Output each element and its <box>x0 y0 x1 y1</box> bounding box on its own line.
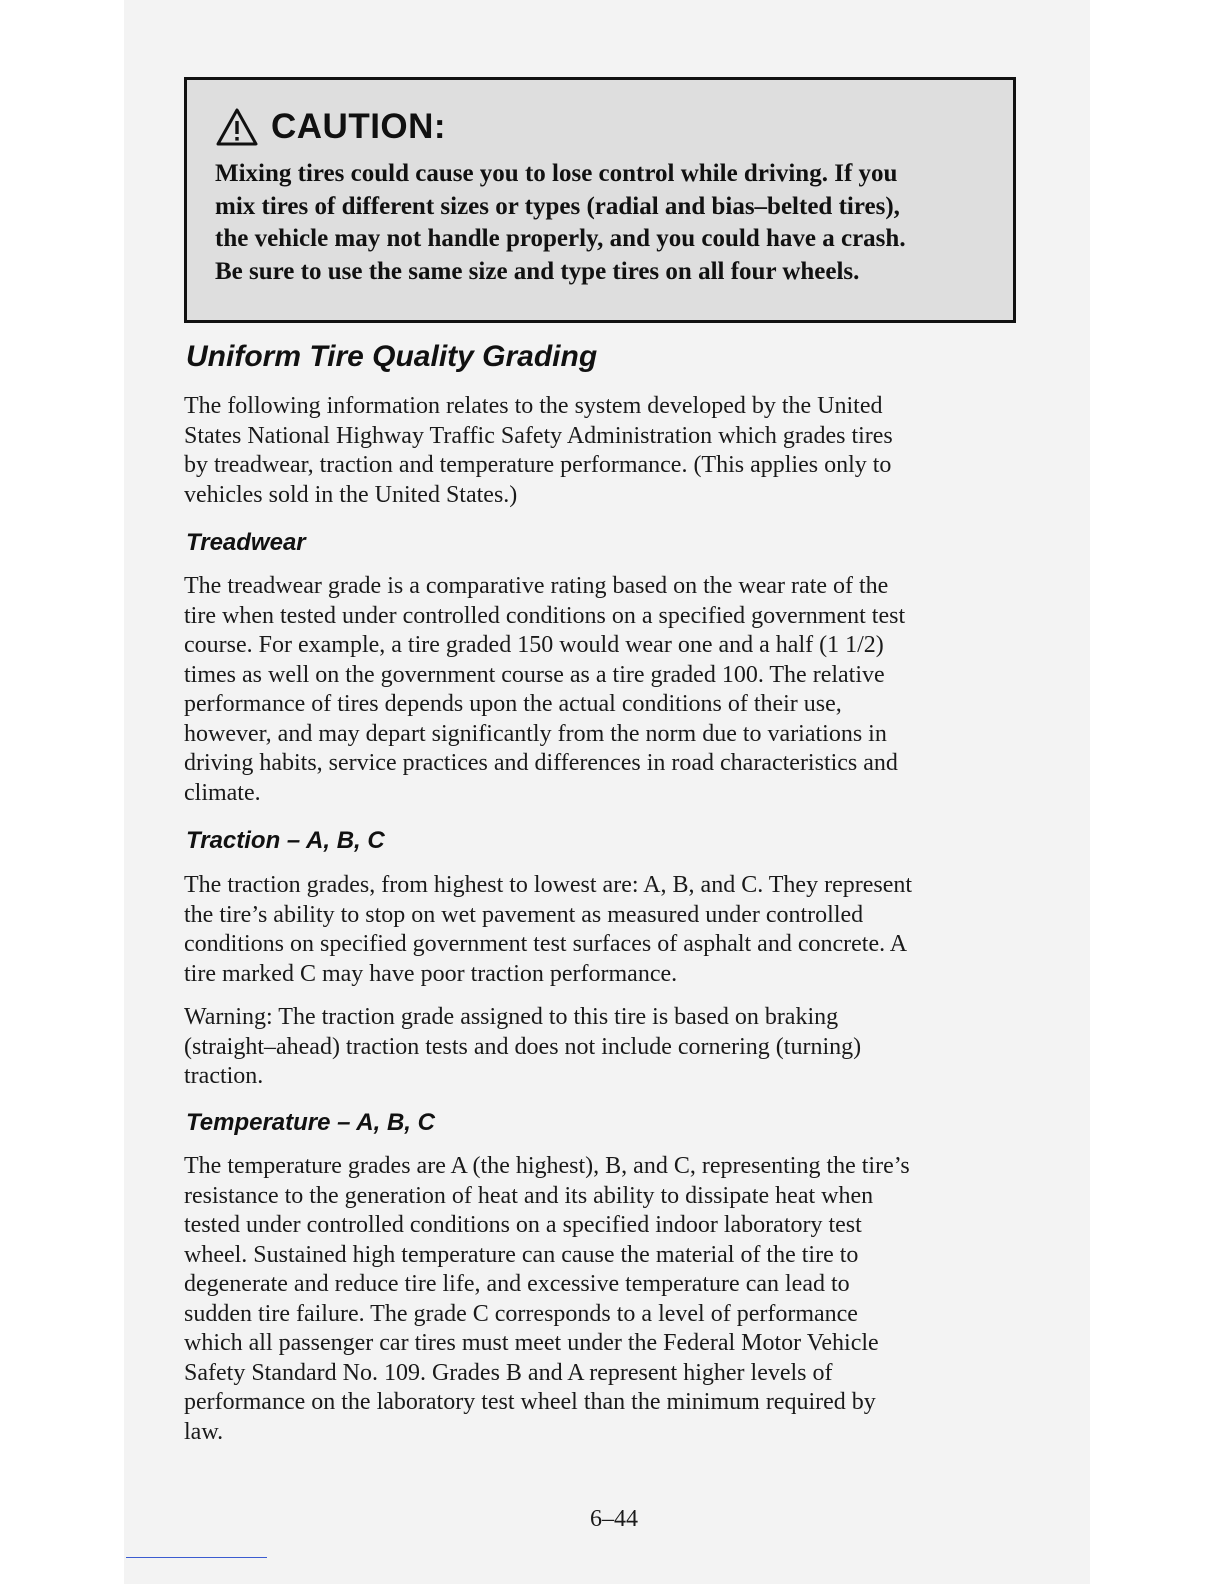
traction-warning-paragraph <box>184 1003 861 1092</box>
text-line: tire marked C may have poor traction performance. <box>184 960 678 987</box>
text-line: performance of tires depends upon the actual conditions of their use, <box>184 691 842 717</box>
text-line: degenerate and reduce tire life, and excessive temperature can lead to <box>184 1271 850 1297</box>
text-line: sudden tire failure. The grade C corresponds to a level of performance <box>184 1300 858 1327</box>
treadwear-heading: Treadwear <box>186 529 306 556</box>
caution-line: the vehicle may not handle properly, and you could have a crash. <box>215 225 906 252</box>
text-line: wheel. Sustained high temperature can cause the material of the tire to <box>184 1241 859 1268</box>
section-title: Uniform Tire Quality Grading <box>186 340 598 373</box>
treadwear-paragraph <box>184 572 905 808</box>
text-line: The treadwear grade is a comparative rating based on the wear rate of the <box>184 573 889 599</box>
caution-box <box>184 77 1016 323</box>
text-line: The following information relates to the system developed by the United <box>184 393 883 419</box>
text-line: climate. <box>184 779 261 806</box>
text-line: States National Highway Traffic Safety Administration which grades tires <box>184 422 893 449</box>
caution-line: mix tires of different sizes or types (radial and bias–belted tires), <box>215 192 900 220</box>
text-line: conditions on specified government test surfaces of asphalt and concrete. A <box>184 931 908 957</box>
intro-paragraph <box>184 392 893 510</box>
text-line: law. <box>184 1418 224 1445</box>
temperature-paragraph <box>184 1152 910 1447</box>
warning-triangle-icon <box>215 107 259 147</box>
text-line: Safety Standard No. 109. Grades B and A represent higher levels of <box>184 1359 833 1386</box>
caution-header <box>215 102 987 152</box>
text-line: Warning: The traction grade assigned to this tire is based on braking <box>184 1004 839 1030</box>
text-line: resistance to the generation of heat and its ability to dissipate heat when <box>184 1182 874 1209</box>
caution-text <box>215 158 987 288</box>
page-number: 6–44 <box>590 1506 638 1532</box>
text-line: the tire’s ability to stop on wet pavement as measured under controlled <box>184 901 864 928</box>
text-line: tested under controlled conditions on a specified indoor laboratory test <box>184 1212 862 1238</box>
text-line: The temperature grades are A (the highest), B, and C, representing the tire’s <box>184 1153 910 1179</box>
text-line: which all passenger car tires must meet under the Federal Motor Vehicle <box>184 1330 879 1356</box>
traction-heading: Traction – A, B, C <box>186 827 385 854</box>
traction-paragraph <box>184 871 912 989</box>
text-line: by treadwear, traction and temperature performance. (This applies only to <box>184 452 892 478</box>
text-line: traction. <box>184 1063 264 1089</box>
temperature-heading: Temperature – A, B, C <box>186 1109 435 1136</box>
caution-line: Be sure to use the same size and type tires on all four wheels. <box>215 257 860 285</box>
text-line: vehicles sold in the United States.) <box>184 481 518 508</box>
text-line: times as well on the government course as a tire graded 100. The relative <box>184 661 885 688</box>
caution-line: Mixing tires could cause you to lose control while driving. If you <box>215 160 898 187</box>
link-underline <box>126 1557 267 1558</box>
text-line: The traction grades, from highest to lowest are: A, B, and C. They represent <box>184 872 913 898</box>
text-line: (straight–ahead) traction tests and does not include cornering (turning) <box>184 1033 862 1060</box>
text-line: however, and may depart significantly from the norm due to variations in <box>184 720 887 747</box>
text-line: course. For example, a tire graded 150 would wear one and a half (1 1/2) <box>184 632 884 658</box>
text-line: performance on the laboratory test wheel than the minimum required by <box>184 1389 876 1415</box>
caution-title: CAUTION: <box>271 107 447 146</box>
text-line: driving habits, service practices and differences in road characteristics and <box>184 750 898 776</box>
text-line: tire when tested under controlled conditions on a specified government test <box>184 602 906 629</box>
